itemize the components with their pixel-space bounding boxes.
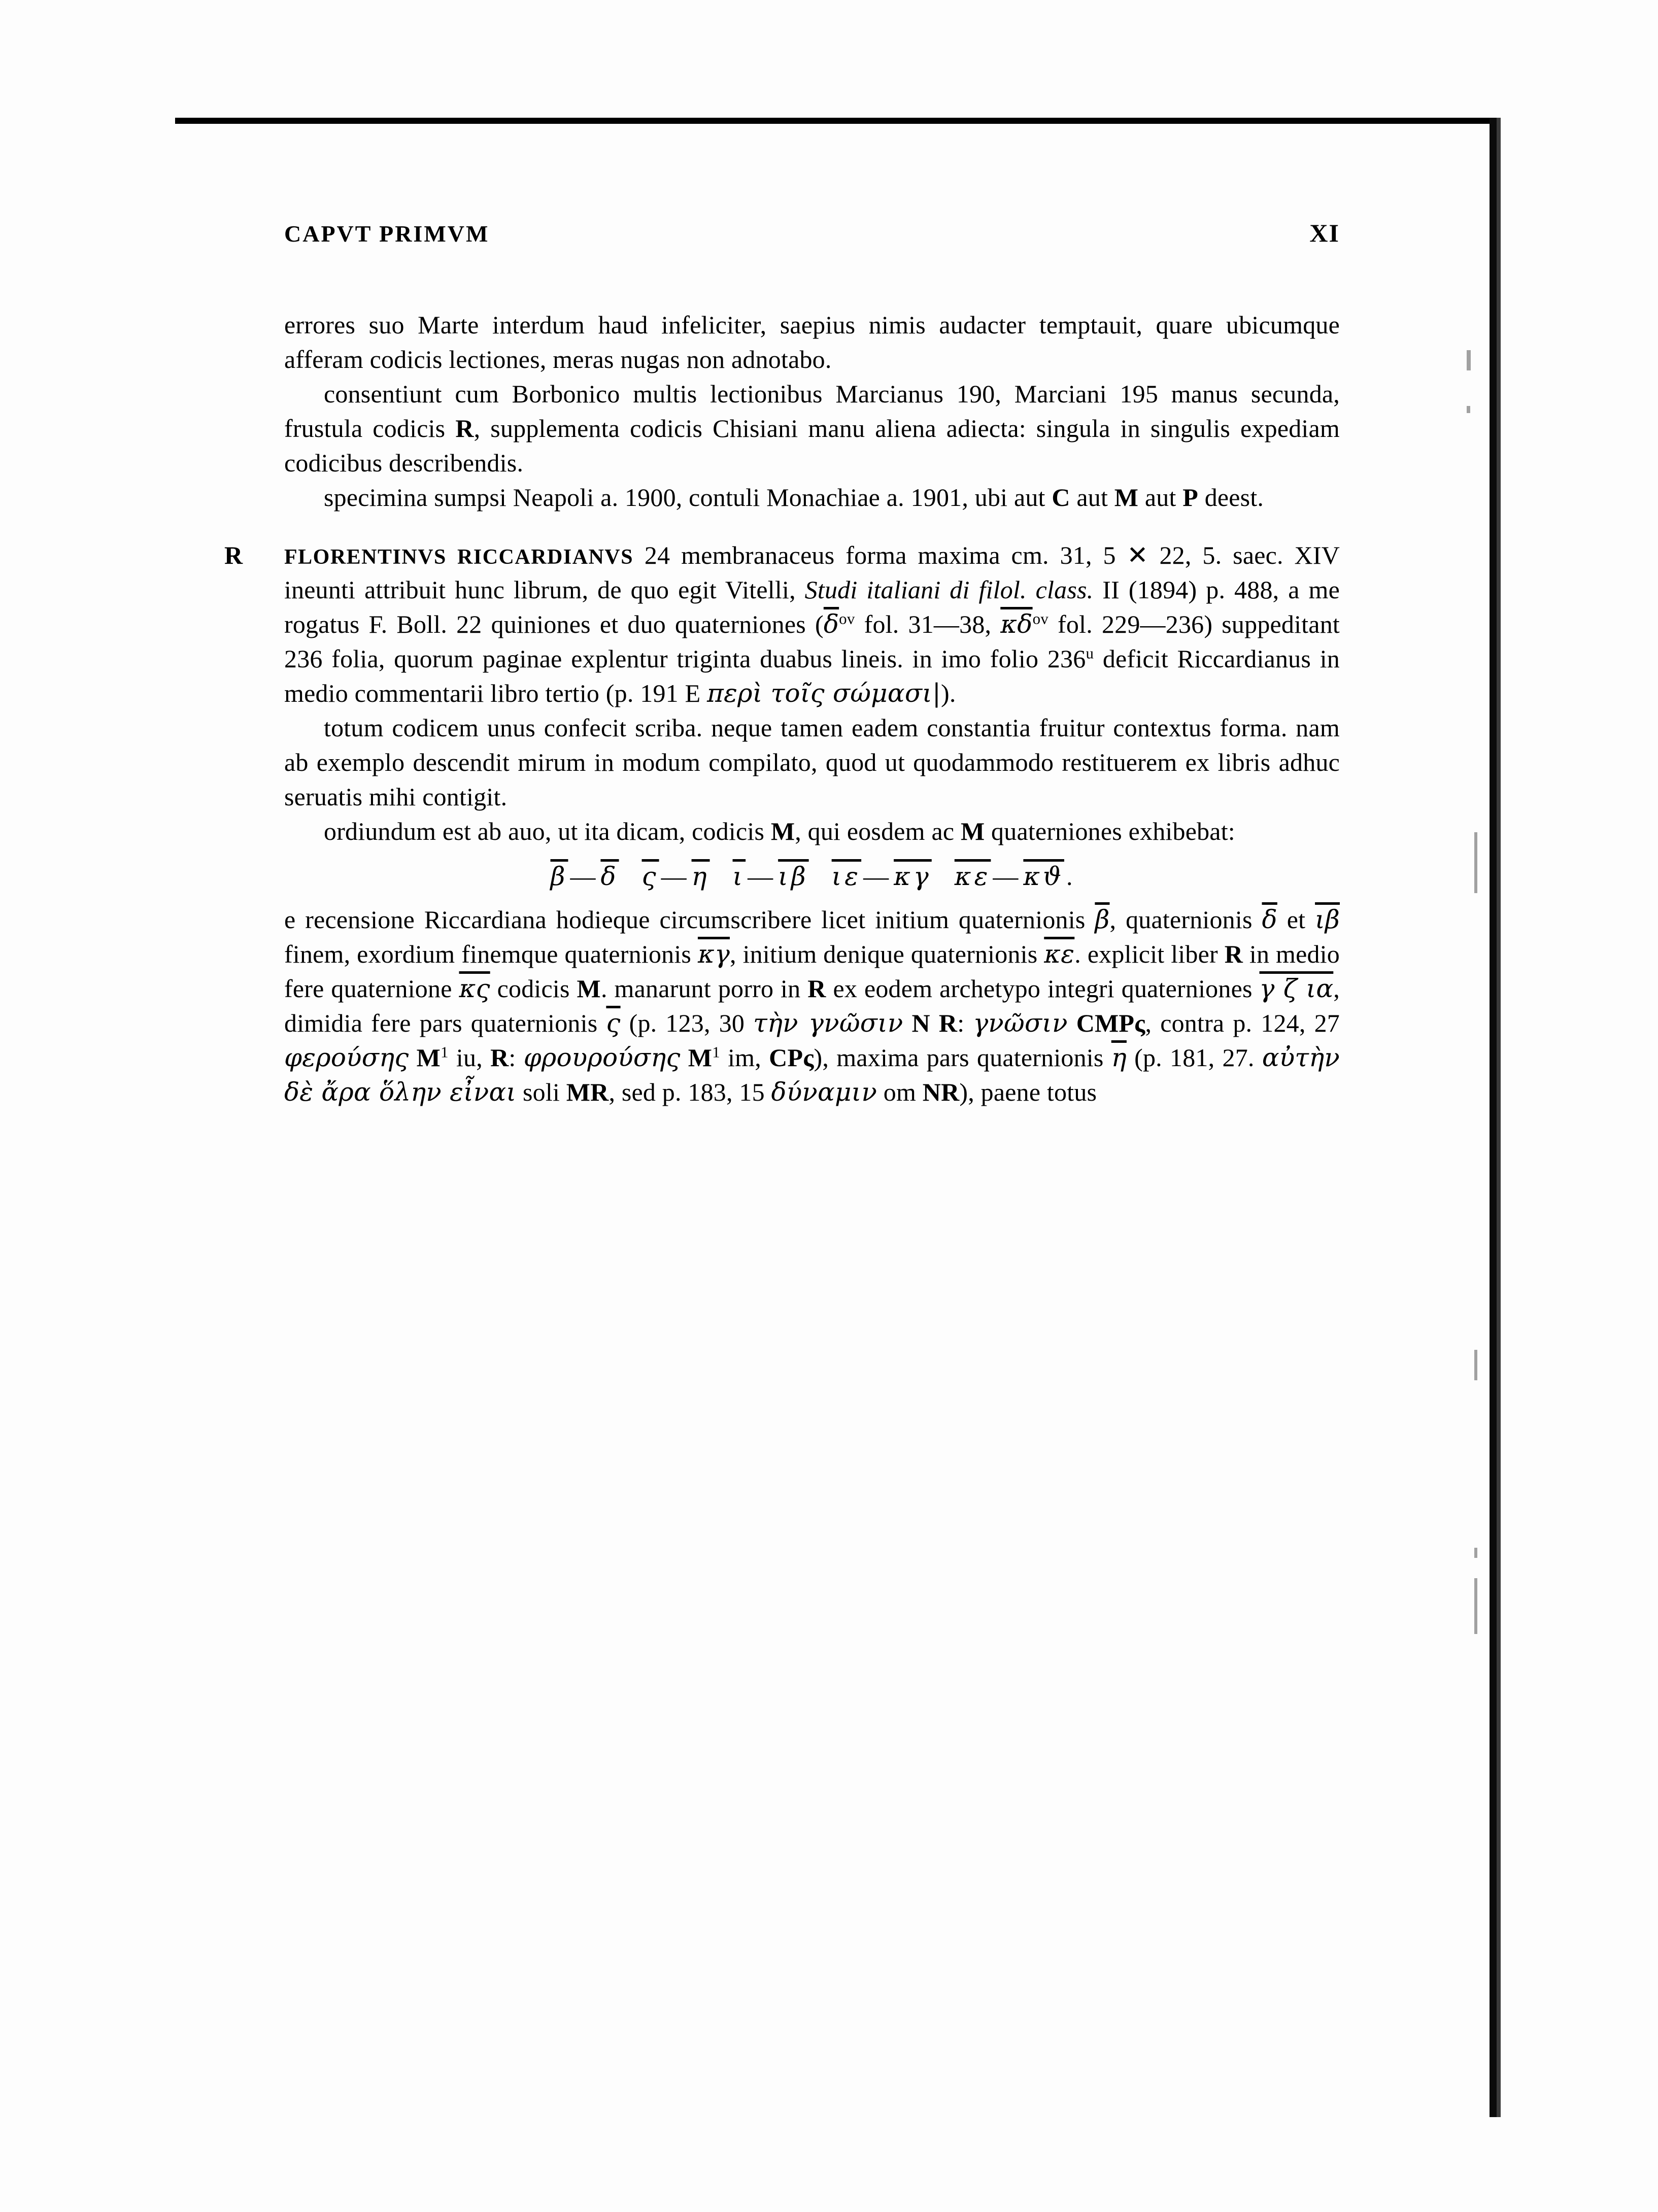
recensione-t10: ex eodem archetypo integri quaterniones xyxy=(826,974,1260,1003)
page-number: XI xyxy=(1309,219,1340,247)
siglum-M1-b: M xyxy=(680,1043,713,1072)
scan-speck xyxy=(1474,832,1477,893)
page-binding-shadow xyxy=(1497,118,1501,2117)
entry-cited-work-title: Studi italiani di filol. class. xyxy=(804,575,1094,604)
scan-speck xyxy=(1467,406,1470,413)
greek-quote-3: γνῶσιν xyxy=(973,1008,1068,1038)
entry-heading: FLORENTINVS RICCARDIANVS xyxy=(284,546,634,569)
recensione-t7: in medio fere quaternione xyxy=(284,940,1340,1003)
greek-quote-1: περὶ τοῖς σώμασι| xyxy=(707,678,941,708)
recensione-t12: (p. 123, 30 xyxy=(620,1009,754,1037)
siglum-NR-2: NR xyxy=(922,1078,960,1106)
quire-eta-2: $\overline{\eta}$ xyxy=(1111,1043,1127,1072)
page-binding-edge xyxy=(1490,118,1497,2117)
recensione-t2: , quaternionis xyxy=(1109,905,1262,934)
ordiundum-post: quaterniones exhibebat: xyxy=(985,817,1235,845)
siglum-MR: MR xyxy=(566,1078,609,1106)
scan-speck xyxy=(1474,1548,1477,1558)
greek-quote-2: τὴν γνῶσιν xyxy=(753,1008,903,1038)
quire-sequence-line: $\overline{\beta}—\overline{\delta}$ $\overline{\varsigma}—\overline{\eta}$ $\overline{\iota}—\overline{\iota\beta}$ $\overline{\iota\varepsilon}—\overline{\kappa\gamma}$ $\overline{\kappa\varepsilon}—\overline{\kappa ϑ}$. xyxy=(550,862,1076,891)
recensione-t5: , initium denique quaternionis xyxy=(730,940,1044,968)
quire-number-delta-sup: ov xyxy=(839,609,855,628)
siglum-M-inline-4: M xyxy=(577,974,601,1003)
recensione-t20: soli xyxy=(516,1078,566,1106)
siglum-R-inline: R xyxy=(455,414,474,443)
quire-kappa-gamma: $\overline{\kappa\gamma}$ xyxy=(894,862,932,891)
scan-speck xyxy=(1474,1578,1477,1634)
siglum-R-inline-2: R xyxy=(1224,940,1243,968)
quire-delta: $\overline{\delta}$ xyxy=(600,862,619,891)
quire-kappa-stigma: $\overline{\kappa\varsigma}$ xyxy=(459,974,490,1003)
running-head xyxy=(284,218,1340,248)
folio-superscript-u: u xyxy=(1086,644,1094,662)
specimina-post: deest. xyxy=(1198,483,1264,512)
recensione-t19: (p. 181, 27. xyxy=(1126,1043,1262,1072)
recensione-t15: iu, xyxy=(448,1043,491,1072)
ordiundum-pre: ordiundum est ab auo, ut ita dicam, codicis xyxy=(324,817,771,845)
specimina-mid1: aut xyxy=(1070,483,1114,512)
recensione-t3: et xyxy=(1277,905,1315,934)
recensione-t8: codicis xyxy=(490,974,577,1003)
recensione-t6: . explicit liber xyxy=(1074,940,1225,968)
entry-text-4: fol. 229—236) suppeditant 236 folia, quorum paginae explentur triginta duabus lineis. in imo folio 236 xyxy=(284,610,1340,673)
paragraph-errores-text: errores suo Marte interdum haud infeliciter, saepius nimis audacter temptauit, quare ubicumque afferam codicis lectiones, meras nugas non adnotabo. xyxy=(284,311,1340,373)
siglum-M1-a: M xyxy=(409,1043,441,1072)
quire-beta-2: $\overline{\beta}$ xyxy=(1095,905,1110,934)
entry-text-3: fol. 31—38, xyxy=(855,610,1001,638)
entry-text-5: deficit Riccardianus in medio commentarii libro tertio (p. 191 E xyxy=(284,644,1340,707)
manuscript-entry-riccardianus xyxy=(224,538,1340,710)
quire-gamma-zeta-iota-alpha: γ ζ ια xyxy=(1259,974,1334,1003)
recensione-t22: om xyxy=(877,1078,923,1106)
scan-speck xyxy=(1474,1350,1477,1380)
siglum-M-inline-3: M xyxy=(960,817,985,845)
recensione-t18: ), maxima pars quaternionis xyxy=(814,1043,1111,1072)
siglum-M1-b-sup: 1 xyxy=(712,1043,720,1061)
quire-iota: $\overline{\iota}$ xyxy=(732,862,746,891)
greek-quote-7: δύναμιν xyxy=(771,1077,877,1107)
greek-quote-6: αὐτὴν δὲ ἄρα ὅλην εἶναι xyxy=(284,1043,1340,1107)
quire-iota-beta-2: $\overline{\iota\beta}$ xyxy=(1315,905,1340,934)
siglum-M1-a-sup: 1 xyxy=(441,1043,449,1061)
quire-stigma: $\overline{\varsigma}$ xyxy=(641,862,659,891)
quire-kappa-epsilon: $\overline{\kappa\varepsilon}$ xyxy=(954,862,991,891)
siglum-M-inline: M xyxy=(1114,483,1139,512)
recensione-t4: finem, exordium finemque quaternionis xyxy=(284,940,698,968)
greek-quote-5: φρουρούσης xyxy=(523,1043,681,1072)
consentiunt-pre: consentiunt cum Borbonico multis lectionibus Marcianus 190, Marciani 195 manus secunda, frustula codicis xyxy=(284,380,1340,443)
quire-iota-epsilon: $\overline{\iota\varepsilon}$ xyxy=(831,862,862,891)
page-top-rule xyxy=(175,118,1495,124)
entry-text-6: ). xyxy=(941,679,956,707)
quire-kappa-theta: $\overline{\kappa ϑ}$ xyxy=(1023,862,1064,891)
siglum-R-inline-4: R xyxy=(490,1043,509,1072)
quire-eta: $\overline{\eta}$ xyxy=(691,862,710,891)
entry-text-1: 24 membranaceus forma maxima cm. 31, 5 ✕ 22, 5. saec. XIV ineunti attribuit hunc librum, de quo egit Vitelli, xyxy=(284,541,1340,604)
recensione-t21: , sed p. 183, 15 xyxy=(608,1078,771,1106)
quire-number-kappa-delta-sup: ov xyxy=(1032,609,1048,628)
paragraph-errores xyxy=(284,308,1340,377)
recensione-t11: , dimidia fere pars quaternionis xyxy=(284,974,1340,1037)
recensione-t13: : xyxy=(957,1009,973,1037)
section-gap xyxy=(284,515,1340,538)
recensione-t23: ), paene totus xyxy=(959,1078,1097,1106)
quire-beta: $\overline{\beta}$ xyxy=(550,862,568,891)
siglum-NR: N R xyxy=(903,1009,958,1037)
quire-iota-beta: $\overline{\iota\beta}$ xyxy=(778,862,809,891)
running-head-title: CAPVT PRIMVM xyxy=(284,221,490,247)
siglum-P-inline: P xyxy=(1182,483,1198,512)
entry-text-2: II (1894) p. 488, a me rogatus F. Boll. 22 quiniones et duo quaterniones ( xyxy=(284,575,1340,638)
page-content xyxy=(224,218,1340,1109)
quire-stigma-2: $\overline{\varsigma}$ xyxy=(606,1008,621,1038)
specimina-pre: specimina sumpsi Neapoli a. 1900, contuli Monachiae a. 1901, ubi aut xyxy=(324,483,1052,512)
recensione-t14: , contra p. 124, 27 xyxy=(1145,1009,1340,1037)
totum-text: totum codicem unus confecit scriba. neque tamen eadem constantia fruitur contextus forma. nam ab exemplo descendit mirum in modum compilato, quod ut quodammodo restituerem ex libris adhuc seruatis mihi contigit. xyxy=(284,713,1340,811)
quire-kappa-epsilon-2: $\overline{\kappa\varepsilon}$ xyxy=(1044,939,1075,969)
greek-quote-4: φερούσης xyxy=(284,1043,409,1072)
recensione-t16: : xyxy=(509,1043,524,1072)
paragraph-specimina xyxy=(284,480,1340,515)
paragraph-ordiundum xyxy=(284,814,1340,848)
quire-number-kappa-delta: $\overline{\kappa\delta}$ xyxy=(1000,609,1033,639)
recensione-t9: . manarunt porro in xyxy=(600,974,808,1003)
recensione-t1: e recensione Riccardiana hodieque circumscribere licet initium quaternionis xyxy=(284,905,1095,934)
recensione-t17: im, xyxy=(720,1043,769,1072)
siglum-CMPs: CMPς xyxy=(1067,1009,1145,1037)
consentiunt-post: , supplementa codicis Chisiani manu aliena adiecta: singula in singulis expediam codicibus describendis. xyxy=(284,414,1340,477)
siglum-C-inline: C xyxy=(1052,483,1070,512)
quire-kappa-gamma-2: $\overline{\kappa\gamma}$ xyxy=(697,939,730,969)
specimina-mid2: aut xyxy=(1138,483,1183,512)
siglum-M-inline-2: M xyxy=(770,817,795,845)
entry-siglum: R xyxy=(224,541,243,569)
ordiundum-mid: , qui eosdem ac xyxy=(795,817,961,845)
siglum-CPs: CPς xyxy=(769,1043,814,1072)
paragraph-recensione xyxy=(284,902,1340,1109)
paragraph-consentiunt xyxy=(284,377,1340,480)
paragraph-totum xyxy=(284,710,1340,814)
quire-delta-2: $\overline{\delta}$ xyxy=(1262,905,1277,934)
scan-speck xyxy=(1467,350,1471,370)
quire-number-delta: $\overline{\delta}$ xyxy=(823,609,839,639)
siglum-R-inline-3: R xyxy=(807,974,826,1003)
